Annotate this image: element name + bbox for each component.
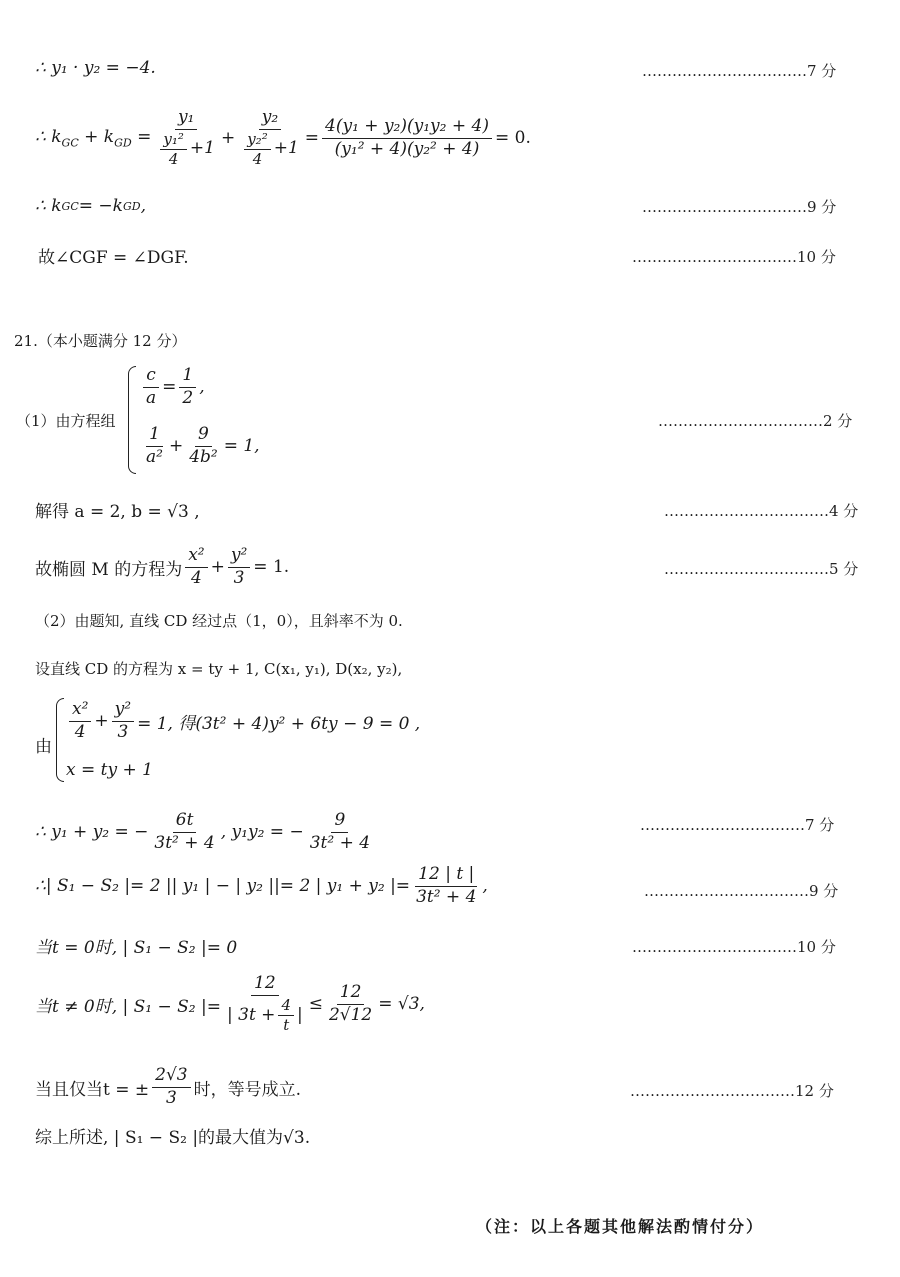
score-4: ……………………………4 分 xyxy=(664,502,859,520)
footer-note: （注：以上各题其他解法酌情付分） xyxy=(476,1217,765,1236)
score-5: ……………………………5 分 xyxy=(664,560,859,578)
line-kgc-kgd-sum: ∴ $k_{GC} + k_{GD}$ = y₁ $\frac{\text{y₁²}}{4}$ +1 + y₂ $\frac{\text{y₂²}}{4}$ +1 = $\frac{\text{4(y₁ + y₂)(y₁y₂ + 4)}}{\text{(y₁² + 4)(y₂² + 4)}}$ = 0. xyxy=(35,106,531,168)
system-eq1: $\frac{\text{x²}}{4}$ + $\frac{\text{y²}}{3}$ = 1, 得(3t² + 4)y² + 6ty − 9 = 0 , xyxy=(66,700,420,742)
score-10-a: ……………………………10 分 xyxy=(632,248,836,266)
line-angle-conclusion: 故∠CGF = ∠DGF. xyxy=(38,248,189,268)
line-ellipse-equation: 故椭圆 M 的方程为 $\frac{\text{x²}}{4}$ + $\frac{\text{y²}}{3}$ = 1. xyxy=(35,544,290,588)
line-t-nonzero: 当t ≠ 0时, | S₁ − S₂ |= 12 | 3t + $\frac{4}{t}$ | ≤ $\frac{12}{2√12}$ = √3, xyxy=(35,972,425,1034)
system-eq2: x = ty + 1 xyxy=(66,760,153,780)
line-y1y2: ∴ y₁ · y₂ = −4. xyxy=(35,58,156,78)
score-12: ……………………………12 分 xyxy=(630,1082,834,1100)
line-max-value: 综上所述, | S₁ − S₂ |的最大值为√3. xyxy=(35,1128,311,1148)
line-t-zero: 当t = 0时, | S₁ − S₂ |= 0 xyxy=(35,938,238,958)
part1-label: （1）由方程组 xyxy=(16,412,116,430)
score-9-a: ……………………………9 分 xyxy=(642,198,837,216)
system-from-label: 由 xyxy=(35,737,52,757)
line-vieta: ∴ y₁ + y₂ = − $\frac{6t}{\text{3t² + 4}}$ , y₁y₂ = − $\frac{9}{\text{3t² + 4}}$ xyxy=(35,809,371,853)
line-kgc-neg-kgd: ∴ k GC = −k GD , xyxy=(35,196,146,216)
line-solve-ab: 解得 a = 2, b = √3 , xyxy=(35,502,200,522)
part2-intro: （2）由题知, 直线 CD 经过点（1，0），且斜率不为 0. xyxy=(35,612,403,630)
score-7-a: ……………………………7 分 xyxy=(642,62,837,80)
part1-brace xyxy=(128,366,136,474)
part1-eq1: $\frac{c}{a}$ = $\frac{1}{2}$ , xyxy=(140,366,205,408)
score-2: ……………………………2 分 xyxy=(658,412,853,430)
score-10-b: ……………………………10 分 xyxy=(632,938,836,956)
question-21-heading: 21.（本小题满分 12 分） xyxy=(14,332,187,350)
line-cd-equation: 设直线 CD 的方程为 x = ty + 1, C(x₁, y₁), D(x₂, y₂), xyxy=(35,660,403,678)
line-s1-s2-diff: ∴| S₁ − S₂ |= 2 || y₁ | − | y₂ ||= 2 | y₁ + y₂ |= $\frac{12 | t |}{\text{3t² + 4}}$ , xyxy=(35,863,488,907)
part1-eq2: $\frac{1}{\text{a²}}$ + $\frac{9}{\text{4b²}}$ = 1, xyxy=(146,424,260,467)
score-9-b: ……………………………9 分 xyxy=(644,882,839,900)
score-7-b: ……………………………7 分 xyxy=(640,816,835,834)
line-equality-condition: 当且仅当t = ± $\frac{2√3}{3}$ 时，等号成立. xyxy=(35,1064,302,1108)
system-brace xyxy=(56,698,64,782)
